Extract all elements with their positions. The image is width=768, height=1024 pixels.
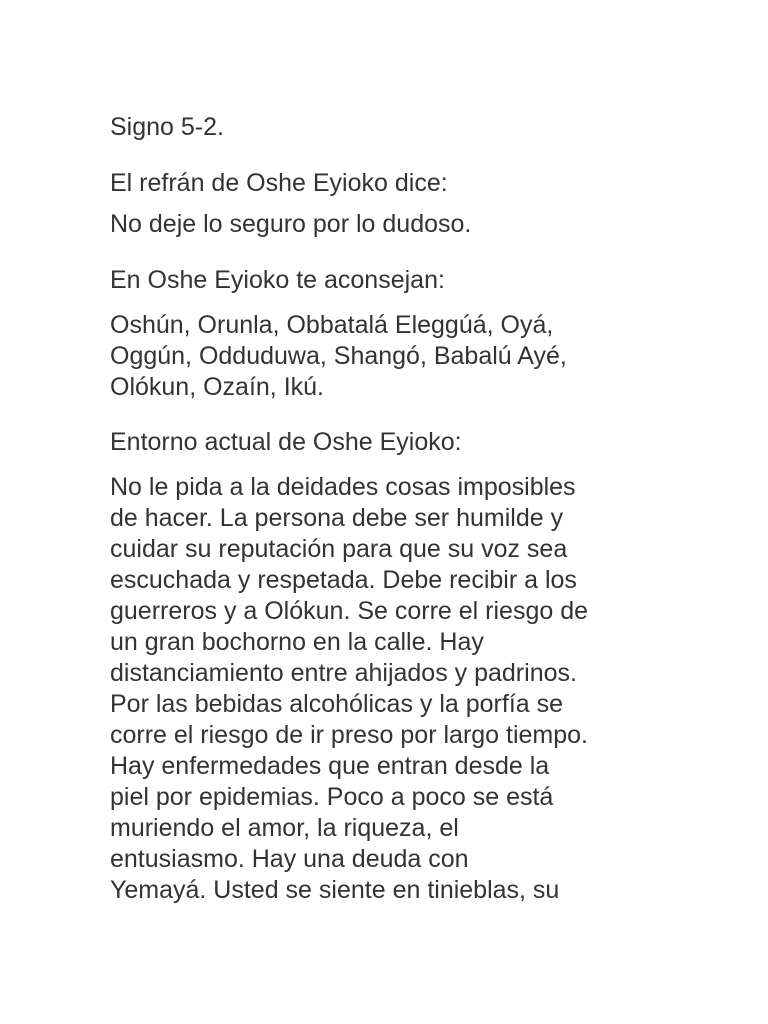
document-page — [110, 112, 650, 906]
sign-title: Signo 5-2. — [110, 113, 224, 141]
proverb-text: No deje lo seguro por lo dudoso. — [110, 210, 472, 238]
environment-heading: Entorno actual de Oshe Eyioko: — [110, 428, 462, 456]
environment-text: No le pida a la deidades cosas imposibles de hacer. La persona debe ser humilde y cuidar su reputación para que su voz sea escuchada y respetada. Debe recibir a los guerreros y a Olókun. Se corre el riesgo de un gran bochorno en la calle. Hay distanciamiento entre ahijados y padrinos. Por las bebidas alcohólicas y la porfía se corre el riesgo de ir preso por largo tiempo. Hay enfermedades que entran desde la piel por epidemias. Poco a poco se está muriendo el amor, la riqueza, el entusiasmo. Hay una deuda con Yemayá. Usted se siente en tinieblas, su — [110, 473, 589, 904]
advice-heading: En Oshe Eyioko te aconsejan: — [110, 266, 445, 294]
proverb-heading: El refrán de Oshe Eyioko dice: — [110, 169, 448, 197]
advice-text: Oshún, Orunla, Obbatalá Eleggúá, Oyá, Oggún, Odduduwa, Shangó, Babalú Ayé, Olókun, Ozaín, Ikú. — [110, 311, 567, 401]
